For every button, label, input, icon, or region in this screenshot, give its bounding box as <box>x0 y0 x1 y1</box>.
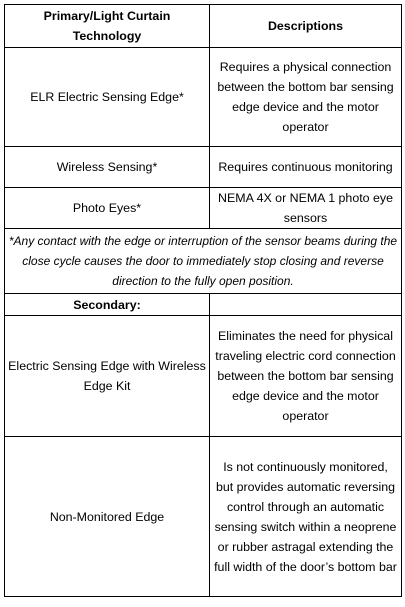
header-technology: Primary/Light Curtain Technology <box>5 5 210 48</box>
table-row <box>5 437 402 597</box>
table-row <box>5 316 402 437</box>
header-descriptions: Descriptions <box>210 5 402 48</box>
description-cell: Is not continuously monitored, but provides automatic reversing control through an automatic sensing switch within a neoprene or rubber astragal extending the full width of the door’s bottom bar <box>210 437 402 597</box>
description-cell: NEMA 4X or NEMA 1 photo eye sensors <box>210 188 402 229</box>
sensing-technology-table <box>4 4 402 597</box>
description-cell: Requires continuous monitoring <box>210 147 402 188</box>
footnote-text: *Any contact with the edge or interruption of the sensor beams during the close cycle causes the door to immediately stop closing and reverse direction to the fully open position. <box>5 229 402 294</box>
footnote-row <box>5 229 402 294</box>
secondary-section-row <box>5 294 402 316</box>
technology-cell: Photo Eyes* <box>5 188 210 229</box>
technology-cell: ELR Electric Sensing Edge* <box>5 48 210 147</box>
description-cell: Eliminates the need for physical traveling electric cord connection between the bottom bar sensing edge device and the motor operator <box>210 316 402 437</box>
header-row <box>5 5 402 48</box>
table-row <box>5 147 402 188</box>
technology-cell: Wireless Sensing* <box>5 147 210 188</box>
technology-cell: Non-Monitored Edge <box>5 437 210 597</box>
secondary-label: Secondary: <box>5 294 210 316</box>
secondary-blank-cell <box>210 294 402 316</box>
table-row <box>5 188 402 229</box>
description-cell: Requires a physical connection between the bottom bar sensing edge device and the motor operator <box>210 48 402 147</box>
technology-cell: Electric Sensing Edge with Wireless Edge Kit <box>5 316 210 437</box>
table-row <box>5 48 402 147</box>
